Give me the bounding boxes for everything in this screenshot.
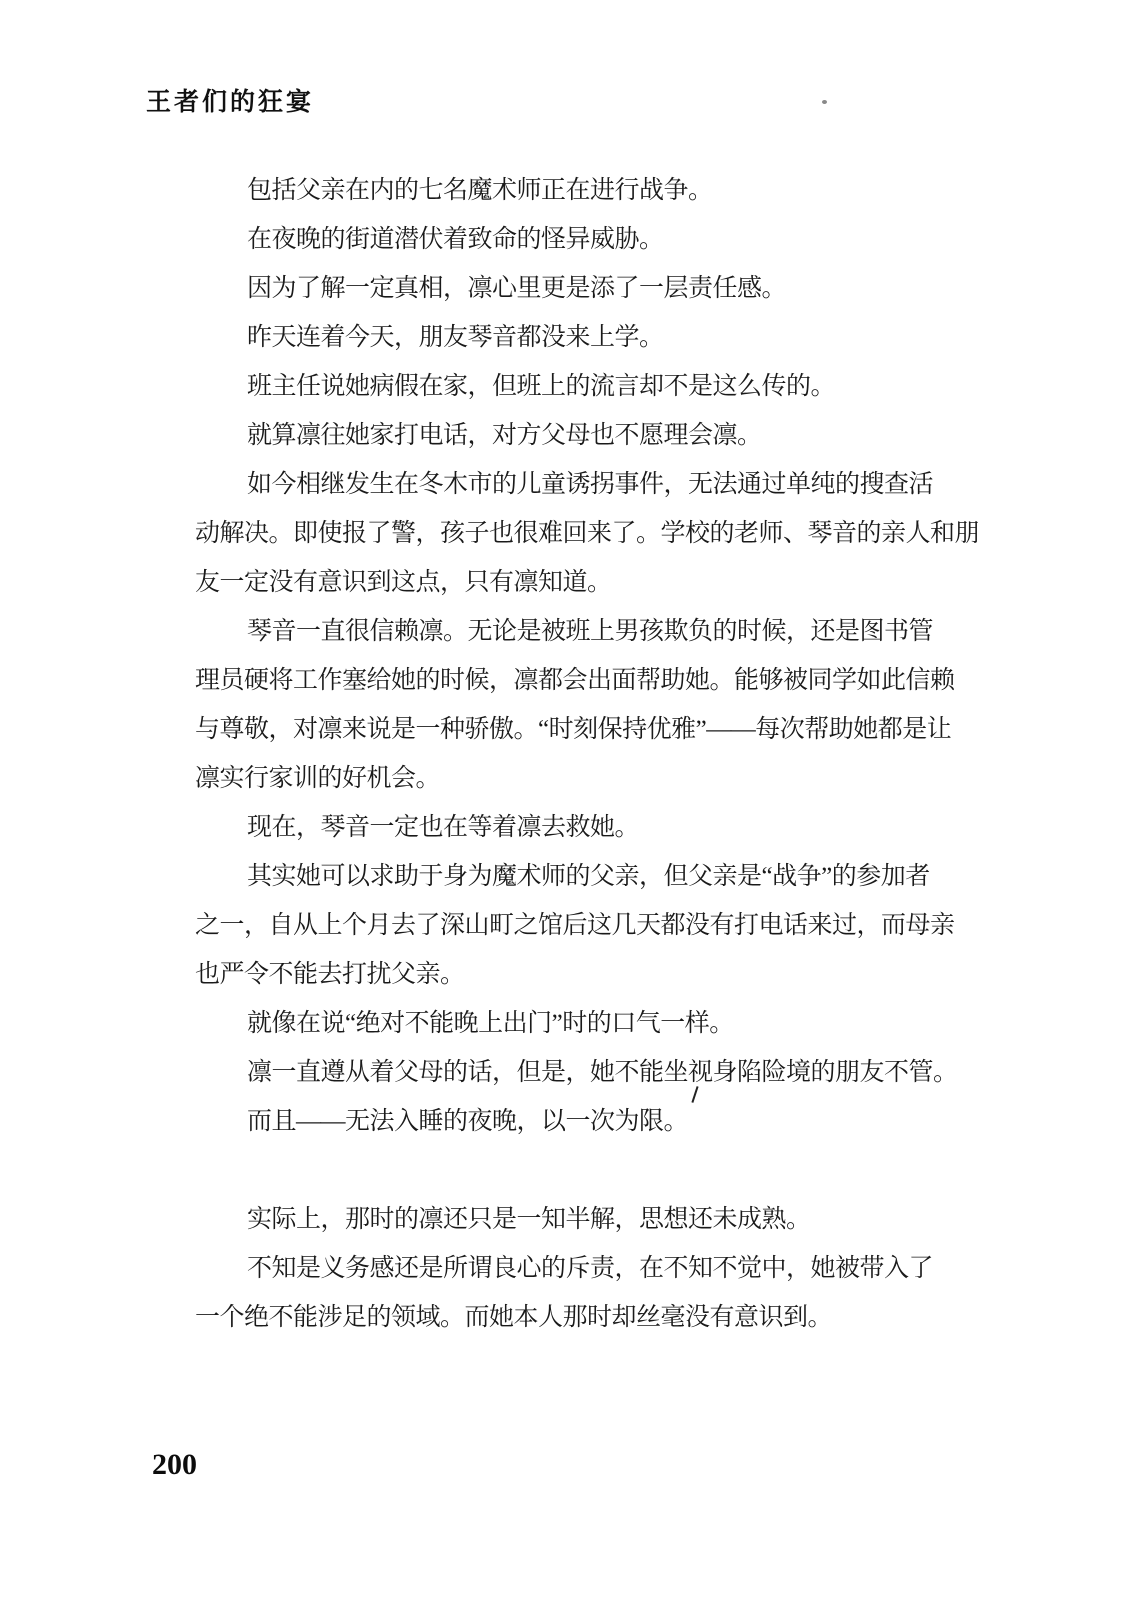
text-line: 实际上，那时的凛还只是一知半解，思想还未成熟。	[247, 1206, 811, 1233]
text-line: 动解决。即使报了警，孩子也很难回来了。学校的老师、琴音的亲人和朋	[195, 520, 980, 547]
text-line: 友一定没有意识到这点，只有凛知道。	[195, 569, 612, 596]
body-text	[195, 170, 1005, 1346]
text-line: 凛实行家训的好机会。	[195, 765, 441, 792]
text-line: 昨天连着今天，朋友琴音都没来上学。	[247, 324, 664, 351]
running-header-book-title: 王者们的狂宴	[146, 87, 315, 116]
text-line: 现在，琴音一定也在等着凛去救她。	[247, 814, 640, 841]
text-line: 班主任说她病假在家，但班上的流言却不是这么传的。	[247, 373, 836, 400]
scan-speck-artifact	[822, 100, 827, 104]
text-line: 琴音一直很信赖凛。无论是被班上男孩欺负的时候，还是图书管	[247, 618, 934, 645]
text-line: 凛一直遵从着父母的话，但是，她不能坐视身陷险境的朋友不管。	[247, 1059, 958, 1086]
text-line: 如今相继发生在冬木市的儿童诱拐事件，无法通过单纯的搜查活	[247, 471, 934, 498]
page-number: 200	[152, 1448, 197, 1481]
text-line: 与尊敬，对凛来说是一种骄傲。“时刻保持优雅”——每次帮助她都是让	[195, 716, 952, 743]
text-line: 理员硬将工作塞给她的时候，凛都会出面帮助她。能够被同学如此信赖	[195, 667, 955, 694]
text-line: 不知是义务感还是所谓良心的斥责，在不知不觉中，她被带入了	[247, 1255, 934, 1282]
text-line: 而且——无法入睡的夜晚，以一次为限。	[247, 1108, 689, 1135]
text-line: 就像在说“绝对不能晚上出门”时的口气一样。	[247, 1010, 734, 1037]
text-line: 包括父亲在内的七名魔术师正在进行战争。	[247, 177, 713, 204]
text-line: 在夜晚的街道潜伏着致命的怪异威胁。	[247, 226, 664, 253]
text-line: 也严令不能去打扰父亲。	[195, 961, 465, 988]
text-line: 其实她可以求助于身为魔术师的父亲，但父亲是“战争”的参加者	[247, 863, 930, 890]
text-line: 就算凛往她家打电话，对方父母也不愿理会凛。	[247, 422, 762, 449]
text-line: 一个绝不能涉足的领域。而她本人那时却丝毫没有意识到。	[195, 1304, 833, 1331]
text-line: 之一，自从上个月去了深山町之馆后这几天都没有打电话来过，而母亲	[195, 912, 955, 939]
text-line: 因为了解一定真相，凛心里更是添了一层责任感。	[247, 275, 787, 302]
